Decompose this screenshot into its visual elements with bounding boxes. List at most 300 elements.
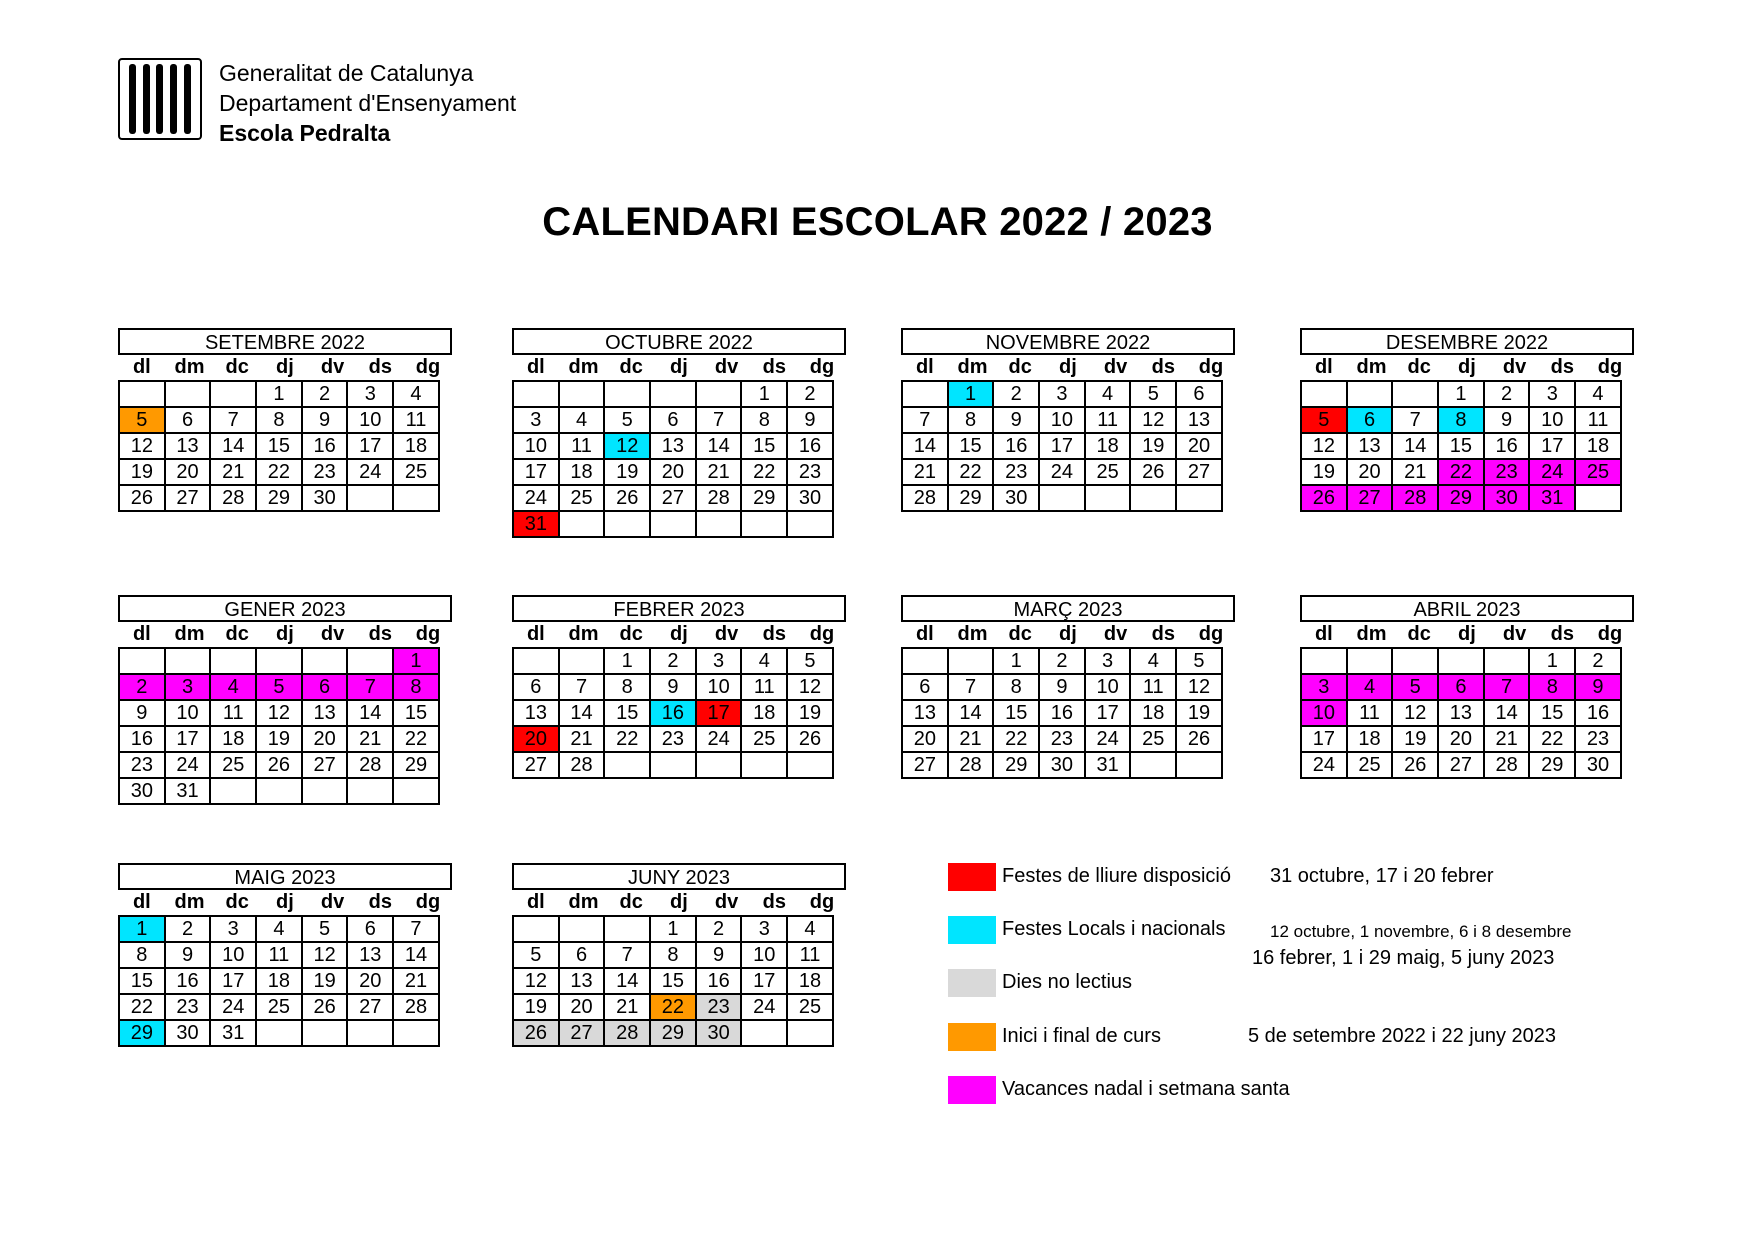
day-cell: 15 xyxy=(256,433,302,459)
week-row xyxy=(119,752,439,778)
month-title: NOVEMBRE 2022 xyxy=(901,328,1235,355)
day-cell: 8 xyxy=(256,407,302,433)
day-cell: 25 xyxy=(210,752,256,778)
week-row xyxy=(513,994,833,1020)
weekday-label: dv xyxy=(1103,623,1128,645)
day-cell: 8 xyxy=(393,674,439,700)
day-cell: 27 xyxy=(165,485,211,511)
week-row xyxy=(902,459,1222,485)
weekday-label: dm xyxy=(957,623,988,645)
day-cell: 15 xyxy=(993,700,1039,726)
weekday-label: dc xyxy=(225,623,249,645)
day-cell: 26 xyxy=(513,1020,559,1046)
day-cell: 14 xyxy=(948,700,994,726)
day-cell: 9 xyxy=(1575,674,1621,700)
day-cell: 13 xyxy=(559,968,605,994)
week-row xyxy=(902,485,1222,511)
week-row xyxy=(119,1020,439,1046)
day-cell: 22 xyxy=(256,459,302,485)
day-cell: 4 xyxy=(1130,648,1176,674)
weekday-label: dm xyxy=(1356,623,1387,645)
day-cell: 19 xyxy=(1301,459,1347,485)
weekday-label: dl xyxy=(132,356,151,378)
day-cell: 28 xyxy=(1392,485,1438,511)
weekday-header xyxy=(1300,622,1634,647)
weekday-label: dm xyxy=(174,623,205,645)
day-cell: 20 xyxy=(513,726,559,752)
day-cell: 8 xyxy=(650,942,696,968)
day-cell: 10 xyxy=(513,433,559,459)
day-cell: 10 xyxy=(1529,407,1575,433)
days-grid xyxy=(1300,380,1622,512)
day-cell: 21 xyxy=(902,459,948,485)
day-cell: 15 xyxy=(604,700,650,726)
empty-day-cell xyxy=(559,511,605,537)
empty-day-cell xyxy=(696,752,742,778)
day-cell: 16 xyxy=(119,726,165,752)
day-cell: 31 xyxy=(1529,485,1575,511)
week-row xyxy=(1301,459,1621,485)
day-cell: 26 xyxy=(1130,459,1176,485)
weekday-label: dj xyxy=(1458,356,1476,378)
day-cell: 23 xyxy=(1575,726,1621,752)
week-row xyxy=(1301,407,1621,433)
days-grid xyxy=(118,647,440,805)
day-cell: 9 xyxy=(302,407,348,433)
week-row xyxy=(902,752,1222,778)
days-grid xyxy=(901,380,1223,512)
day-cell: 6 xyxy=(1438,674,1484,700)
day-cell: 2 xyxy=(696,916,742,942)
day-cell: 1 xyxy=(119,916,165,942)
weekday-label: dc xyxy=(225,356,249,378)
legend-description: 31 octubre, 17 i 20 febrer xyxy=(1270,865,1494,887)
weekday-label: dm xyxy=(174,356,205,378)
day-cell: 18 xyxy=(1575,433,1621,459)
day-cell: 11 xyxy=(210,700,256,726)
day-cell: 6 xyxy=(165,407,211,433)
empty-day-cell xyxy=(393,778,439,804)
month-block xyxy=(512,595,846,779)
day-cell: 20 xyxy=(650,459,696,485)
weekday-header xyxy=(1300,355,1634,380)
day-cell: 19 xyxy=(604,459,650,485)
day-cell: 7 xyxy=(1484,674,1530,700)
day-cell: 30 xyxy=(696,1020,742,1046)
week-row xyxy=(1301,674,1621,700)
day-cell: 23 xyxy=(119,752,165,778)
day-cell: 18 xyxy=(1347,726,1393,752)
month-title: MAIG 2023 xyxy=(118,863,452,890)
week-row xyxy=(513,968,833,994)
empty-day-cell xyxy=(787,511,833,537)
empty-day-cell xyxy=(210,381,256,407)
weekday-label: dc xyxy=(619,623,643,645)
day-cell: 19 xyxy=(1130,433,1176,459)
legend-swatch xyxy=(948,1023,996,1051)
weekday-label: dg xyxy=(415,891,441,913)
day-cell: 21 xyxy=(604,994,650,1020)
day-cell: 23 xyxy=(165,994,211,1020)
month-title: SETEMBRE 2022 xyxy=(118,328,452,355)
weekday-label: dj xyxy=(670,891,688,913)
week-row xyxy=(119,778,439,804)
day-cell: 11 xyxy=(393,407,439,433)
empty-day-cell xyxy=(1301,381,1347,407)
day-cell: 17 xyxy=(347,433,393,459)
day-cell: 23 xyxy=(993,459,1039,485)
day-cell: 27 xyxy=(302,752,348,778)
day-cell: 22 xyxy=(650,994,696,1020)
week-row xyxy=(902,433,1222,459)
day-cell: 3 xyxy=(741,916,787,942)
day-cell: 1 xyxy=(393,648,439,674)
day-cell: 24 xyxy=(1039,459,1085,485)
page-title: CALENDARI ESCOLAR 2022 / 2023 xyxy=(542,200,1213,244)
empty-day-cell xyxy=(696,511,742,537)
day-cell: 29 xyxy=(256,485,302,511)
day-cell: 22 xyxy=(393,726,439,752)
day-cell: 19 xyxy=(513,994,559,1020)
day-cell: 13 xyxy=(1176,407,1222,433)
day-cell: 25 xyxy=(559,485,605,511)
day-cell: 4 xyxy=(1085,381,1131,407)
day-cell: 21 xyxy=(1484,726,1530,752)
week-row xyxy=(902,407,1222,433)
day-cell: 26 xyxy=(1301,485,1347,511)
empty-day-cell xyxy=(604,511,650,537)
weekday-label: dv xyxy=(1103,356,1128,378)
day-cell: 19 xyxy=(1176,700,1222,726)
header-text xyxy=(219,58,516,148)
empty-day-cell xyxy=(604,752,650,778)
day-cell: 10 xyxy=(741,942,787,968)
day-cell: 13 xyxy=(513,700,559,726)
week-row xyxy=(119,648,439,674)
empty-day-cell xyxy=(948,648,994,674)
weekday-label: dl xyxy=(526,891,545,913)
legend-label: Dies no lectius xyxy=(1002,971,1133,993)
weekday-label: dl xyxy=(132,891,151,913)
day-cell: 26 xyxy=(787,726,833,752)
day-cell: 15 xyxy=(650,968,696,994)
empty-day-cell xyxy=(1392,648,1438,674)
week-row xyxy=(513,433,833,459)
weekday-label: dv xyxy=(1502,623,1527,645)
day-cell: 15 xyxy=(741,433,787,459)
day-cell: 26 xyxy=(302,994,348,1020)
day-cell: 30 xyxy=(1484,485,1530,511)
legend-description: 12 octubre, 1 novembre, 6 i 8 desembre xyxy=(1270,922,1572,941)
day-cell: 24 xyxy=(1301,752,1347,778)
day-cell: 23 xyxy=(1039,726,1085,752)
legend-description: 16 febrer, 1 i 29 maig, 5 juny 2023 xyxy=(1252,947,1555,969)
week-row xyxy=(513,381,833,407)
day-cell: 5 xyxy=(1301,407,1347,433)
week-row xyxy=(119,968,439,994)
legend-label: Festes de lliure disposició xyxy=(1002,865,1231,887)
weekday-label: dj xyxy=(1458,623,1476,645)
day-cell: 9 xyxy=(787,407,833,433)
empty-day-cell xyxy=(559,648,605,674)
day-cell: 12 xyxy=(119,433,165,459)
day-cell: 9 xyxy=(696,942,742,968)
day-cell: 13 xyxy=(165,433,211,459)
week-row xyxy=(119,700,439,726)
day-cell: 8 xyxy=(741,407,787,433)
day-cell: 14 xyxy=(1484,700,1530,726)
weekday-label: dg xyxy=(415,356,441,378)
day-cell: 23 xyxy=(696,994,742,1020)
week-row xyxy=(513,511,833,537)
weekday-label: dj xyxy=(670,356,688,378)
day-cell: 27 xyxy=(513,752,559,778)
week-row xyxy=(902,648,1222,674)
day-cell: 2 xyxy=(1039,648,1085,674)
day-cell: 4 xyxy=(210,674,256,700)
day-cell: 3 xyxy=(1039,381,1085,407)
day-cell: 27 xyxy=(1438,752,1484,778)
day-cell: 13 xyxy=(1438,700,1484,726)
day-cell: 10 xyxy=(165,700,211,726)
weekday-label: dg xyxy=(1597,623,1623,645)
day-cell: 15 xyxy=(948,433,994,459)
weekday-label: dv xyxy=(714,623,739,645)
day-cell: 5 xyxy=(1130,381,1176,407)
day-cell: 9 xyxy=(1039,674,1085,700)
day-cell: 3 xyxy=(1301,674,1347,700)
day-cell: 28 xyxy=(604,1020,650,1046)
day-cell: 14 xyxy=(1392,433,1438,459)
day-cell: 20 xyxy=(347,968,393,994)
week-row xyxy=(902,674,1222,700)
day-cell: 2 xyxy=(650,648,696,674)
day-cell: 28 xyxy=(902,485,948,511)
day-cell: 29 xyxy=(650,1020,696,1046)
day-cell: 16 xyxy=(787,433,833,459)
month-title: GENER 2023 xyxy=(118,595,452,622)
day-cell: 18 xyxy=(559,459,605,485)
weekday-label: dc xyxy=(1008,356,1032,378)
weekday-label: dl xyxy=(915,623,934,645)
empty-day-cell xyxy=(302,1020,348,1046)
day-cell: 27 xyxy=(347,994,393,1020)
day-cell: 16 xyxy=(993,433,1039,459)
week-row xyxy=(513,916,833,942)
week-row xyxy=(1301,433,1621,459)
day-cell: 10 xyxy=(1085,674,1131,700)
empty-day-cell xyxy=(650,752,696,778)
day-cell: 31 xyxy=(210,1020,256,1046)
empty-day-cell xyxy=(256,778,302,804)
day-cell: 25 xyxy=(1575,459,1621,485)
day-cell: 31 xyxy=(513,511,559,537)
empty-day-cell xyxy=(347,485,393,511)
empty-day-cell xyxy=(302,648,348,674)
day-cell: 22 xyxy=(948,459,994,485)
day-cell: 29 xyxy=(741,485,787,511)
weekday-label: dj xyxy=(276,891,294,913)
empty-day-cell xyxy=(347,778,393,804)
day-cell: 27 xyxy=(1347,485,1393,511)
day-cell: 28 xyxy=(948,752,994,778)
weekday-label: ds xyxy=(368,623,392,645)
month-block xyxy=(118,328,452,512)
weekday-label: dl xyxy=(1314,356,1333,378)
day-cell: 17 xyxy=(1085,700,1131,726)
day-cell: 20 xyxy=(902,726,948,752)
day-cell: 25 xyxy=(1347,752,1393,778)
week-row xyxy=(1301,700,1621,726)
day-cell: 11 xyxy=(256,942,302,968)
day-cell: 5 xyxy=(302,916,348,942)
month-title: OCTUBRE 2022 xyxy=(512,328,846,355)
week-row xyxy=(119,485,439,511)
empty-day-cell xyxy=(1130,752,1176,778)
empty-day-cell xyxy=(787,1020,833,1046)
day-cell: 13 xyxy=(302,700,348,726)
day-cell: 7 xyxy=(696,407,742,433)
day-cell: 4 xyxy=(741,648,787,674)
day-cell: 21 xyxy=(347,726,393,752)
days-grid xyxy=(901,647,1223,779)
day-cell: 17 xyxy=(696,700,742,726)
day-cell: 14 xyxy=(210,433,256,459)
day-cell: 10 xyxy=(210,942,256,968)
days-grid xyxy=(118,915,440,1047)
empty-day-cell xyxy=(1347,648,1393,674)
week-row xyxy=(119,674,439,700)
day-cell: 30 xyxy=(787,485,833,511)
day-cell: 14 xyxy=(696,433,742,459)
day-cell: 5 xyxy=(256,674,302,700)
day-cell: 19 xyxy=(302,968,348,994)
week-row xyxy=(902,700,1222,726)
empty-day-cell xyxy=(1575,485,1621,511)
day-cell: 24 xyxy=(513,485,559,511)
day-cell: 6 xyxy=(1176,381,1222,407)
empty-day-cell xyxy=(741,1020,787,1046)
week-row xyxy=(513,407,833,433)
week-row xyxy=(119,407,439,433)
weekday-label: dg xyxy=(415,623,441,645)
legend-label: Vacances nadal i setmana santa xyxy=(1002,1078,1290,1100)
day-cell: 17 xyxy=(165,726,211,752)
day-cell: 26 xyxy=(119,485,165,511)
day-cell: 20 xyxy=(559,994,605,1020)
month-title: JUNY 2023 xyxy=(512,863,846,890)
empty-day-cell xyxy=(1438,648,1484,674)
week-row xyxy=(119,433,439,459)
day-cell: 7 xyxy=(604,942,650,968)
day-cell: 4 xyxy=(787,916,833,942)
day-cell: 13 xyxy=(1347,433,1393,459)
day-cell: 12 xyxy=(513,968,559,994)
empty-day-cell xyxy=(1301,648,1347,674)
day-cell: 13 xyxy=(902,700,948,726)
empty-day-cell xyxy=(559,916,605,942)
weekday-label: dl xyxy=(1314,623,1333,645)
day-cell: 22 xyxy=(741,459,787,485)
week-row xyxy=(1301,381,1621,407)
empty-day-cell xyxy=(1039,485,1085,511)
day-cell: 3 xyxy=(347,381,393,407)
weekday-label: dm xyxy=(568,623,599,645)
legend-description: 5 de setembre 2022 i 22 juny 2023 xyxy=(1248,1025,1556,1047)
day-cell: 4 xyxy=(1575,381,1621,407)
empty-day-cell xyxy=(1176,485,1222,511)
day-cell: 19 xyxy=(119,459,165,485)
day-cell: 28 xyxy=(393,994,439,1020)
day-cell: 31 xyxy=(165,778,211,804)
week-row xyxy=(119,942,439,968)
day-cell: 11 xyxy=(559,433,605,459)
weekday-label: ds xyxy=(1550,356,1574,378)
day-cell: 21 xyxy=(1392,459,1438,485)
day-cell: 11 xyxy=(1130,674,1176,700)
day-cell: 2 xyxy=(119,674,165,700)
weekday-header xyxy=(512,355,846,380)
week-row xyxy=(513,726,833,752)
weekday-label: ds xyxy=(368,891,392,913)
day-cell: 16 xyxy=(650,700,696,726)
weekday-label: dc xyxy=(225,891,249,913)
week-row xyxy=(513,459,833,485)
day-cell: 7 xyxy=(210,407,256,433)
day-cell: 24 xyxy=(696,726,742,752)
day-cell: 26 xyxy=(256,752,302,778)
empty-day-cell xyxy=(347,1020,393,1046)
day-cell: 11 xyxy=(741,674,787,700)
day-cell: 3 xyxy=(1085,648,1131,674)
empty-day-cell xyxy=(604,916,650,942)
weekday-label: ds xyxy=(762,891,786,913)
weekday-label: dv xyxy=(714,891,739,913)
day-cell: 10 xyxy=(347,407,393,433)
month-block xyxy=(512,328,846,538)
empty-day-cell xyxy=(1130,485,1176,511)
empty-day-cell xyxy=(210,778,256,804)
day-cell: 26 xyxy=(1392,752,1438,778)
day-cell: 15 xyxy=(1438,433,1484,459)
empty-day-cell xyxy=(513,648,559,674)
empty-day-cell xyxy=(1176,752,1222,778)
weekday-label: dl xyxy=(132,623,151,645)
day-cell: 17 xyxy=(1039,433,1085,459)
day-cell: 29 xyxy=(993,752,1039,778)
day-cell: 24 xyxy=(210,994,256,1020)
empty-day-cell xyxy=(165,648,211,674)
day-cell: 22 xyxy=(119,994,165,1020)
day-cell: 12 xyxy=(787,674,833,700)
weekday-header xyxy=(118,890,452,915)
day-cell: 6 xyxy=(1347,407,1393,433)
day-cell: 20 xyxy=(165,459,211,485)
day-cell: 30 xyxy=(165,1020,211,1046)
day-cell: 9 xyxy=(650,674,696,700)
weekday-label: dv xyxy=(320,891,345,913)
day-cell: 5 xyxy=(1392,674,1438,700)
day-cell: 14 xyxy=(604,968,650,994)
weekday-label: ds xyxy=(762,623,786,645)
weekday-label: dm xyxy=(174,891,205,913)
day-cell: 30 xyxy=(1575,752,1621,778)
day-cell: 8 xyxy=(948,407,994,433)
weekday-label: dj xyxy=(670,623,688,645)
day-cell: 23 xyxy=(650,726,696,752)
day-cell: 3 xyxy=(210,916,256,942)
day-cell: 15 xyxy=(1529,700,1575,726)
